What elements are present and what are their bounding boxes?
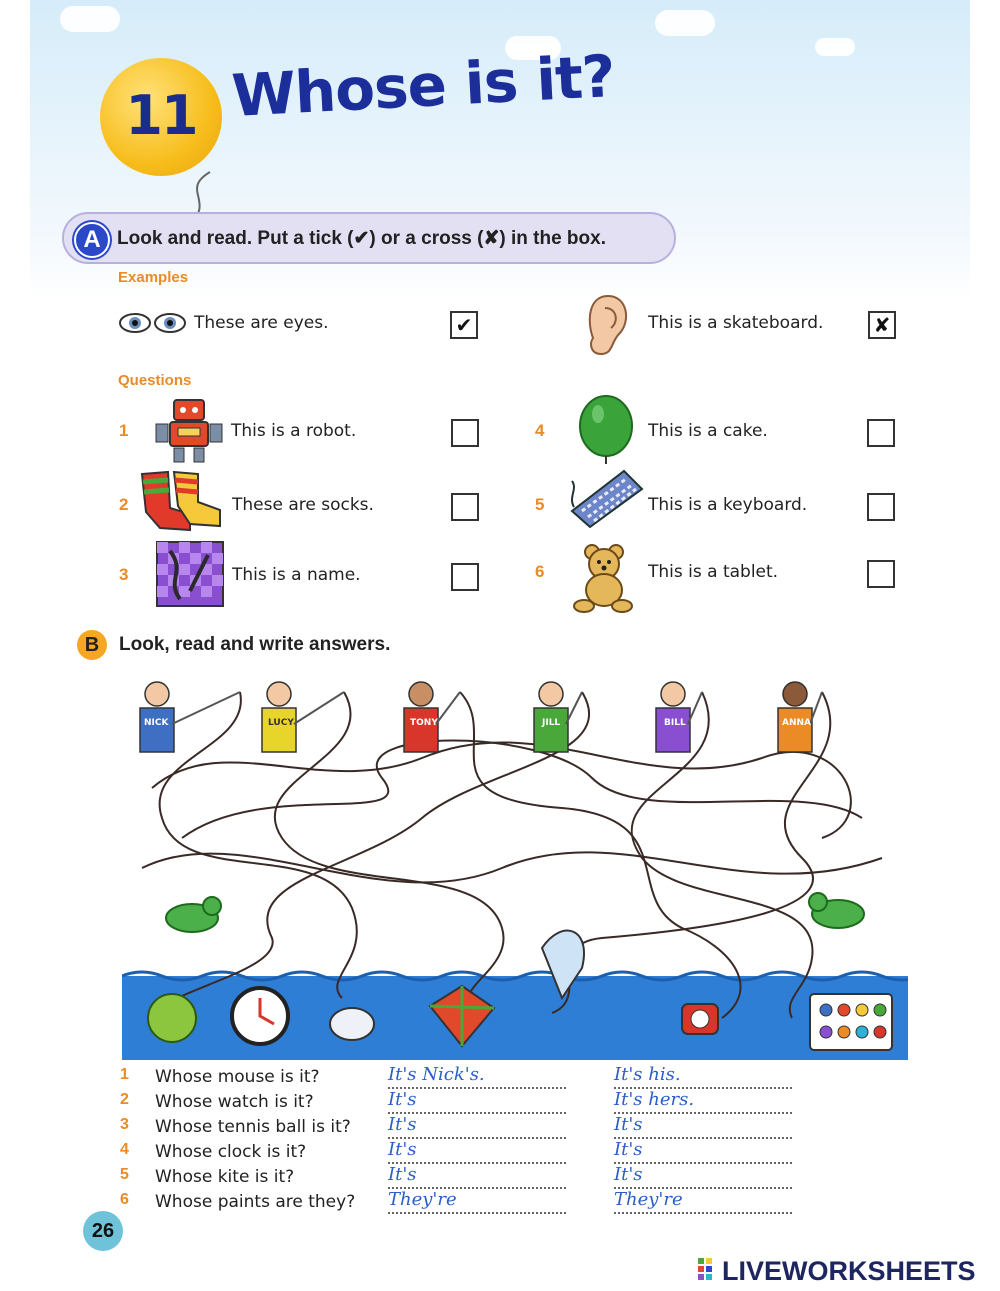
ear-picture <box>583 292 633 358</box>
b-question-5-text: Whose kite is it? <box>155 1167 295 1187</box>
b-answer-6b[interactable]: They're <box>614 1190 792 1214</box>
question-1-sentence: This is a robot. <box>231 421 357 441</box>
socks-picture <box>138 468 226 534</box>
page-number: 26 <box>83 1211 123 1251</box>
liveworksheets-logo-icon <box>698 1258 720 1282</box>
b-question-4-text: Whose clock is it? <box>155 1142 307 1162</box>
b-answer-1b[interactable]: It's his. <box>614 1065 792 1089</box>
questions-label: Questions <box>118 372 192 389</box>
question-4-sentence: This is a cake. <box>648 421 768 441</box>
name-tag-lucy: LUCY <box>268 718 294 728</box>
question-5-sentence: This is a keyboard. <box>648 495 808 515</box>
b-answer-5b[interactable]: It's <box>614 1165 792 1189</box>
b-answer-4b[interactable]: It's <box>614 1140 792 1164</box>
unit-number: 11 <box>125 84 197 147</box>
name-tag-tony: TONY <box>410 718 438 728</box>
cloud <box>60 6 120 32</box>
brand-name: LIVEWORKSHEETS <box>722 1256 976 1286</box>
question-3-number: 3 <box>119 565 129 584</box>
b-question-3-text: Whose tennis ball is it? <box>155 1117 351 1137</box>
b-answer-2a[interactable]: It's <box>388 1090 566 1114</box>
teddy-bear-picture <box>572 544 638 614</box>
question-4-number: 4 <box>535 421 545 440</box>
question-5-box[interactable] <box>867 493 895 521</box>
cloud <box>655 10 715 36</box>
b-question-3-number: 3 <box>120 1116 129 1133</box>
section-a-badge: A <box>74 222 110 258</box>
question-6-sentence: This is a tablet. <box>648 562 779 582</box>
b-question-4-number: 4 <box>120 1141 129 1158</box>
examples-label: Examples <box>118 269 189 286</box>
b-question-2-number: 2 <box>120 1091 129 1108</box>
question-3-sentence: This is a name. <box>232 565 361 585</box>
question-4-box[interactable] <box>867 419 895 447</box>
b-answer-5a[interactable]: It's <box>388 1165 566 1189</box>
cloud <box>815 38 855 56</box>
page-title: Whose is it? <box>230 42 617 130</box>
question-6-box[interactable] <box>867 560 895 588</box>
robot-picture <box>152 394 226 464</box>
name-tag-jill: JILL <box>542 718 561 728</box>
b-answer-2b[interactable]: It's hers. <box>614 1090 792 1114</box>
question-2-box[interactable] <box>451 493 479 521</box>
section-b-instruction: Look, read and write answers. <box>119 634 391 655</box>
name-tag-nick: NICK <box>144 718 169 728</box>
example-1-sentence: These are eyes. <box>194 313 329 333</box>
keyboard-picture <box>568 467 644 529</box>
question-5-number: 5 <box>535 495 545 514</box>
question-1-box[interactable] <box>451 419 479 447</box>
section-a-instruction: Look and read. Put a tick (✔) or a cross (✘) in the box. <box>117 228 606 249</box>
eyes-picture <box>118 310 188 336</box>
maze-illustration <box>122 668 908 1060</box>
question-3-box[interactable] <box>451 563 479 591</box>
b-answer-3a[interactable]: It's <box>388 1115 566 1139</box>
b-question-5-number: 5 <box>120 1166 129 1183</box>
b-answer-6a[interactable]: They're <box>388 1190 566 1214</box>
example-1-box[interactable]: ✔ <box>450 311 478 339</box>
question-6-number: 6 <box>535 562 545 581</box>
b-answer-3b[interactable]: It's <box>614 1115 792 1139</box>
b-question-6-number: 6 <box>120 1191 129 1208</box>
section-b-badge: B <box>77 630 107 660</box>
question-2-sentence: These are socks. <box>232 495 374 515</box>
question-2-number: 2 <box>119 495 129 514</box>
b-question-1-number: 1 <box>120 1066 129 1083</box>
name-tag-bill: BILL <box>664 718 686 728</box>
question-1-number: 1 <box>119 421 129 440</box>
b-question-1-text: Whose mouse is it? <box>155 1067 320 1087</box>
name-tag-anna: ANNA <box>782 718 811 728</box>
unit-balloon <box>100 58 222 176</box>
board-game-picture <box>156 541 224 607</box>
green-balloon-picture <box>578 394 634 464</box>
example-2-sentence: This is a skateboard. <box>648 313 824 333</box>
example-2-box[interactable]: ✘ <box>868 311 896 339</box>
b-answer-1a[interactable]: It's Nick's. <box>388 1065 566 1089</box>
b-question-6-text: Whose paints are they? <box>155 1192 356 1212</box>
b-question-2-text: Whose watch is it? <box>155 1092 314 1112</box>
b-answer-4a[interactable]: It's <box>388 1140 566 1164</box>
